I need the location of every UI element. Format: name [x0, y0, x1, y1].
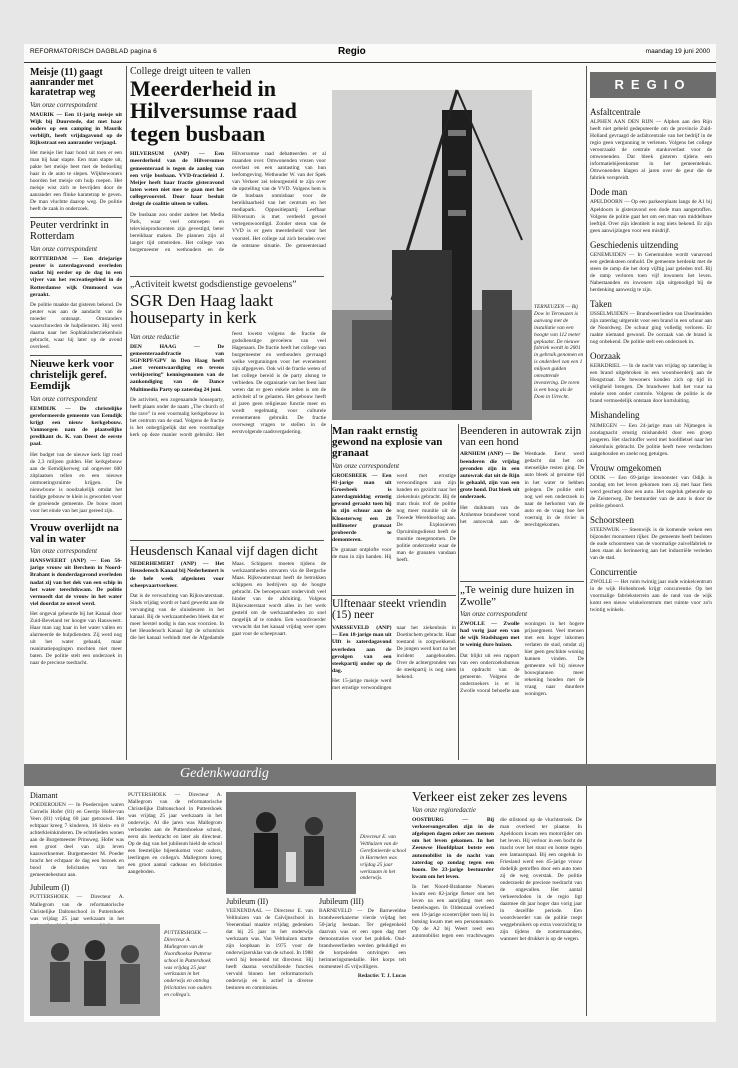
- article-headline: Heusdensch Kanaal vijf dagen dicht: [130, 543, 318, 558]
- article-headline: Nieuwe kerk voor christelijk geref. Eemdijk: [30, 357, 114, 393]
- sidebar-item-text: KERKDRIEL — In de nacht van vrijdag op zaterdag is een brand uitgebroken in een woonboerderij aan de Hoogstraat. De bewoners konden zich op tijd in veiligheid brengen. De brandweer had het vuur na enkele uren onder controle. Volgens de politie is de brand vermoedelijk ontstaan door kortsluiting.: [590, 363, 712, 405]
- article-columns: [460, 621, 584, 751]
- ceremony-photo-illustration: [226, 792, 356, 894]
- article-headline: Verkeer eist zeker zes levens: [412, 789, 568, 804]
- column-rule: [586, 66, 587, 1016]
- article-headline: Peuter verdrinkt in Rotterdam: [30, 220, 109, 243]
- article-weinig: [460, 581, 584, 750]
- article-columns: [130, 331, 326, 527]
- sidebar-item-text: NIJMEGEN — Een 24-jarige man uit Nijmegen is zondagnacht ernstig mishandeld door een groep jongeren. Het slachtoffer werd met hoofdletsel naar het ziekenhuis gebracht. De politie heeft twee verdachten aangehouden en zoekt nog getuigen.: [590, 422, 712, 457]
- gedenk-item-head: Jubileum (II): [226, 897, 268, 906]
- article-kanaal: [130, 544, 326, 758]
- page-header: [24, 44, 716, 63]
- article-lead: DEN HAAG — De gemeenteraadsfractie van SGP/RPF/GPV in Den Haag heeft „met verontwaardiging en tevens verbijstering” kennisgenomen van de aankondiging van de Dance Multimedia Party op zaterdag 24 juni.: [130, 343, 224, 393]
- article-lead: OOSTBURG — Bij verkeersongevallen zijn in de afgelopen dagen zeker zes mensen om het leven gekomen. In het Zeeuwse Hoofdplaat botste een automobilist in de nacht van zaterdag op zondag tegen een boom. De 23-jarige bestuurder kwam om het leven.: [412, 816, 494, 881]
- column-rule: [126, 66, 127, 760]
- sidebar-item-text: ALPHEN AAN DEN RIJN — Alphen aan den Rijn heeft niet gebeld gedeputeerde om de provincie Zuid-Holland gevraagd de asfaltcentrale van het bedrijf in de regio geen vergunning te verlenen. Volgens het college veroorzaakt de centrale stankoverlast voor de omwonenden. Dat bleek gisteren tijdens een informatiebijeenkomst in het gemeentehuis. Omwonenden klagen al jaren over de geur die de fabriek verspreidt.: [590, 119, 712, 182]
- section-rule: [130, 276, 324, 277]
- article-body: De politie maakte dat gisteren bekend. De peuter was aan de aandacht van de moeder ontsnapt. Omstanders waarschuwden de hulpdiensten. Hij werd daarna naar het Sophiakinderziekenhuis gebracht, waar hij later op de avond overleed.: [30, 301, 122, 350]
- article-byline: Van onze correspondent: [30, 547, 98, 556]
- article-body: Het duikteam van de Arnhemse brandweer vond het autowrak aan de Westkade. Eerst werd gedacht dat het om menselijke resten ging. De auto bleek al geruime tijd in het water te hebben gelegen. De politie stelt nog wel een onderzoek in naar de herkomst van de auto en de vraag hoe het voertuig in de rivier is terechtgekomen.: [460, 451, 584, 528]
- paper-info: REFORMATORISCH DAGBLAD pagina 6: [30, 48, 157, 55]
- sidebar-item: [590, 464, 712, 510]
- article-lead: VARSSEVELD (ANP) — Een 18-jarige man uit Ulft is zaterdagavond overleden aan de gevolgen van een steekpartij onder op de dag.: [332, 625, 392, 675]
- article-headline: Man raakt ernstig gewond na explosie van granaat: [332, 425, 443, 460]
- left-column: [30, 68, 122, 758]
- gedenk-item-text: BARNEVELD — De Barneveldse brandweerkazerne vierde vrijdag het 50-jarig bestaan. Ter gelegenheid daarvan was er een open dag met demonstraties voor het publiek. Oud-brandweerlieden werden gehuldigd en de korpsleden ontvingen een herinneringsmedaille. Het korps telt momenteel 45 vrijwilligers.: [319, 908, 406, 971]
- photo-industrial-tower: [332, 90, 532, 420]
- regio-label: REGIO: [590, 72, 716, 98]
- sidebar-item-text: ODIJK — Een 69-jarige inwoonster van Odijk is zondag om het leven gekomen toen zij met haar fiets werd geschept door een auto. Het ongeluk gebeurde op de Zeisterweg. De bestuurder van de auto is door de politie gehoord.: [590, 474, 712, 509]
- gedenk-col-3: [226, 898, 406, 1018]
- article-body: Het budget van de nieuwe kerk ligt rond de 2,3 miljoen gulden. Het kerkgebouw aan de Eemdijkerweg zal ongeveer 600 zitplaatsen tellen en een nieuwe ontmoetingsruimte krijgen. De nieuwbouw is noodzakelijk omdat het huidige gebouw te klein is geworden voor de groeiende gemeente. De bouw moet voor het einde van het jaar gereed zijn.: [30, 451, 122, 514]
- column-rule: [458, 424, 459, 760]
- page-date: maandag 19 juni 2000: [645, 48, 710, 55]
- article-headline: Ulftenaar steekt vriendin (15) neer: [332, 597, 447, 622]
- sidebar-news: [590, 102, 712, 1014]
- sidebar-item-text: ZWOLLE — Het ruim twintig jaar oude winkelcentrum in de wijk Holtenbroek krijgt concurrentie. Op het voormalige fabrieksterrein aan de rand van de wijk komt een nieuw winkelcentrum met ruimte voor zo'n twintig winkels.: [590, 579, 712, 614]
- article-lead: ZWOLLE — Zwolle had vorig jaar een van de wijk Stadshagen met te weinig dure huizen.: [460, 620, 520, 649]
- photo-velthuizen: [226, 792, 356, 894]
- sidebar-item-head: Oorzaak: [590, 351, 621, 362]
- sidebar-item-head: Dode man: [590, 187, 628, 198]
- article-body: Het 15-jarige meisje werd met ernstige verwondingen naar het ziekenhuis in Doetinchem gebracht. Haar toestand is zorgwekkend. De jongen werd kort na het incident aangehouden. Over de achtergronden van de steekpartij is nog niets bekend.: [332, 625, 456, 692]
- article-meisje: [30, 68, 122, 213]
- article-headline: Meisje (11) gaagt aanrander met karatetrap weg: [30, 67, 103, 99]
- article-kerk: [30, 355, 122, 515]
- sidebar-item-head: Schoorsteen: [590, 514, 634, 525]
- article-columns: [130, 151, 326, 259]
- sidebar-item-head: Asfaltcentrale: [590, 107, 641, 117]
- article-body: De activiteit, een zogenaamde houseparty, heeft plaats onder de naam „The church of the rave” in een voormalig kerkgebouw in het centrum van de stad. Volgens de fractie is het onbegrijpelijk dat een voormalige kerk op deze manier wordt gebruikt. Het feest kwetst volgens de fractie de godsdienstige gevoelens van veel Hagenaars. De fractie heeft het college van burgemeester en wethouders gevraagd welke vergunningen voor het evenement zijn afgegeven. Ook wil de fractie weten of het college bereid is de party alsnog te verbieden. De organisatie van het feest laat weten dat er geen enkele reden is om de activiteit af te gelasten. Het gebouw heeft al jaren geen religieuze functie meer en wordt regelmatig voor culturele evenementen gebruikt. De fractie overweegt vragen te stellen in de eerstvolgende raadsvergadering.: [130, 330, 326, 438]
- article-lead: GROESBEEK — Een 41-jarige man uit Groesbeek is zaterdagmiddag ernstig gewond geraakt toen hij in zijn schuur aan de Kloosterweg een 20 millimeter granaat probeerde te demonteren.: [332, 472, 392, 544]
- article-lead: ROTTERDAM — Een driejarige peuter is zaterdagavond overleden nadat hij eerder op de dag in een vijver van het recreatiegebied in de Rotterdamse wijk Ommoord was geraakt.: [30, 255, 122, 298]
- article-body: Het meisje liet haar hond uit toen er een man bij haar stapte. Een man stapte uit, pakte het meisje beet met de bedoeling haar in de auto te slepen. Wijkbewoners hoorden het meisje om hulp roepen. Het meisje wist zich te bevrijden door de aanrander een flinke karatetrap te geven. De man vluchtte daarop weg. De politie heeft de zaak in onderzoek.: [30, 150, 122, 213]
- article-kicker: College dreigt uiteen te vallen: [130, 66, 251, 77]
- article-body: De busbaan zou onder andere het Media Park, waar veel omroepen en televisieproducenten zijn gevestigd, beter bereikbaar maken. De plannen zijn al langer tijd omstreden. Het college van burgemeester en wethouders en de Hilversumse raad debatteerden er al maanden over. Omwonenden vrezen voor overlast en een aantasting van hun leefomgeving. Wethouder W. van der Spek van Verkeer zei teleurgesteld te zijn over de opstelling van de VVD. Volgens hem is de busbaan onmisbaar voor de bereikbaarheid van het centrum en het mediapark. Oppositiepartij Leefbaar Hilversum is met verdeeld gevoel vertegenwoordigd. Zonder steun van de VVD is er geen meerderheid voor het voorstel. Het college zal zich beraden over de ontstane situatie. De gemeenteraad: [130, 151, 326, 253]
- sidebar-item: [590, 352, 712, 405]
- sidebar-item-text: IJSSELMUIDEN — Brandweerlieden van IJsselmuiden zijn zaterdag uitgerukt voor een brand in een schuur aan de Noordweg. De schuur ging volledig verloren. Er raakte niemand gewond. De oorzaak van de brand is nog onbekend. De politie stelt een onderzoek in.: [590, 311, 712, 346]
- article-columns: [332, 473, 456, 591]
- article-headline: „Te weinig dure huizen in Zwolle”: [460, 584, 575, 608]
- crane-tower-illustration: [332, 90, 532, 420]
- photo-puttershoek: [30, 924, 160, 1016]
- gedenk-item-head: Jubileum (III): [319, 897, 364, 906]
- article-lead: ARNHEM (ANP) — De beenderen die vrijdag gevonden zijn in een autowrak dat uit de Rijn is gehaald, zijn van een grote hond. Dat bleek uit onderzoek.: [460, 451, 520, 501]
- section-rule: [130, 540, 324, 541]
- sidebar-item-text: STEENWIJK — Steenwijk is de komende weken een bijzonder monument rijker. De gemeente heeft besloten de oude schoorsteen van de voormalige zuivelfabriek te laten staan als herinnering aan het industriële verleden van de stad.: [590, 527, 712, 562]
- sidebar-item: [590, 108, 712, 182]
- article-byline: Van onze correspondent: [332, 461, 400, 470]
- article-headline: Meerderheid in Hilversumse raad tegen busbaan: [130, 76, 297, 146]
- article-byline: Van onze redactie: [130, 332, 180, 341]
- gedenk-credit: Redactie: T. J. Lucas: [357, 973, 406, 980]
- article-columns: [460, 451, 584, 577]
- gedenkwaardig-banner: [24, 764, 716, 786]
- group-photo-illustration: [30, 924, 160, 1016]
- article-verkeer: [412, 790, 582, 1018]
- sidebar-item: [590, 188, 712, 234]
- sidebar-item-head: Geschiedenis uitzending: [590, 239, 679, 250]
- gedenk-item-head: Jubileum (I): [30, 883, 70, 893]
- article-vrouw: [30, 519, 122, 668]
- article-headline: Beenderen in autowrak zijn van een hond: [460, 425, 582, 449]
- gedenk-item-text: PUTTERSHOEK — Directeur A. Mallegrom van de reformatorische Christelijke Daltonschool in Puttershoek was vrijdag 25 jaar werkzaam in het onderwijs. Al die jaren was Mallegrom verbonden aan de Puttershoekse school, eerst als leerkracht en later als directeur. Op de dag van het jubileum hield de school een feestelijke bijeenkomst voor ouders, leerlingen en collega's. Mallegrom kreeg een groot aantal cadeaus en felicitaties aangeboden.: [128, 792, 222, 876]
- article-headline: Vrouw overlijdt na val in water: [30, 521, 119, 545]
- sidebar-item-head: Concurrentie: [590, 567, 637, 578]
- article-granaat: [332, 426, 456, 758]
- sidebar-item: [590, 241, 712, 294]
- sidebar-item-head: Taken: [590, 298, 612, 309]
- gedenk-item-text: VEENENDAAL — Directeur E. van Velthuizen van de Calvijnschool in Veenendaal maakte vrijdag gedenken dat hij 25 jaar in het onderwijs werkzaam was. Van Velthuizen startte zijn loopbaan in 1975 voor de onderwijzersklas van de school. In 1988 werd hij benoemd tot directeur. Hij heeft daarna verschillende functies vervuld binnen het reformatorisch onderwijs en is actief in diverse besturen en commissies.: [226, 908, 313, 992]
- article-columns: [332, 625, 456, 775]
- article-peuter: [30, 217, 122, 350]
- article-body: Dat is de verwachting van Rijkswaterstaat. Sinds vrijdag wordt er hard gewerkt aan de vervanging van de sluisdeuren in het kanaal. Bij de werkzaamheden bleek dat er meer herstel nodig is dan was voorzien. In het Heusdensch Kanaal ligt de schutsluis die het kanaal verbindt met de Afgedamde Maas. Schippers moeten tijdens de werkzaamheden omvaren via de Bergsche Maas. Rijkswaterstaat heeft de betrokken schippers en bedrijven op de hoogte gebracht. De beroepsvaart ondervindt veel hinder van de afsluiting. Volgens Rijkswaterstaat wordt alles in het werk gesteld om de werkzaamheden zo snel mogelijk af te ronden. Een woordvoerder verwacht dat het kanaal vrijdag weer open gaat voor de scheepvaart.: [130, 561, 326, 641]
- article-meerderheid: [130, 66, 326, 274]
- article-kicker: „Activiteit kwetst godsdienstige gevoelens”: [130, 280, 297, 290]
- gedenk-item-text: POEDEROIJEN — In Poederoijen waren Cornelis Hofer (81) en Geertje Hofer-van Veen (81) vrijdag 60 jaar getrouwd. Het echtpaar kreeg 7 kinderen, 16 klein- en 8 achterkleinkinderen. De echtelieden wonen aan de Burgemeester Prinsweg. Hofer was een groot deel van zijn leven kaaswerknemer. Burgemeester M. Poeder bracht het echtpaar de dag een bezoek en bood de felicitaties van het gemeentebestuur aan.: [30, 802, 124, 879]
- newspaper-page: [24, 44, 716, 1022]
- photo-caption: PUTTERSHOEK — Directeur A. Mallegrom van de Noordhoekse Putterse school in Puttershoek was vrijdag 25 jaar werkzaam in het onderwijs en ontving felicitaties van ouders en collega's.: [164, 930, 212, 999]
- sidebar-item: [590, 516, 712, 562]
- article-headline: SGR Den Haag laakt houseparty in kerk: [130, 291, 274, 328]
- sidebar-item-head: Mishandeling: [590, 410, 640, 421]
- article-byline: Van onze correspondent: [30, 244, 98, 253]
- article-lead: NEDERHEMERT (ANP) — Het Heusdensch Kanaal bij Nederhemert is de hele week afgesloten voor scheepvaartverkeer.: [130, 561, 224, 589]
- article-byline: Van onze correspondent: [30, 394, 98, 403]
- photo-caption: Directeur E. van Velthuizen van de Gerefonieerde school in Harmelen was vrijdag 25 jaar werkzaam in het onderwijs.: [360, 834, 407, 882]
- gedenk-item-text: PUTTERSHOEK — Directeur A. Mallegrom van de reformatorische Christelijke Daltonschool in Puttershoek was vrijdag 25 jaar werkzaam in het: [30, 894, 124, 922]
- article-lead: HILVERSUM (ANP) — Een meerderheid van de Hilversumse gemeenteraad is tegen de aanleg van een vrije busbaan. VVD-fractieleid J. Meijer heeft haar fractie gisteravond laten weten niet mee te gaan met het collegevoorstel. Door haar besluit dreigt de coalitie uiteen te vallen.: [130, 151, 224, 208]
- photo-caption: TERNEUZEN — Bij Dow in Terneuzen is aanvang met de installatie van een hoogte van 112 meter geplaatst. De nieuwe fabriek wordt in 2001 in gebruik genomen en is onderdeel van een 1 miljoen gulden omvattende investering. De toren is een hoog als de Dom in Utrecht.: [534, 304, 584, 400]
- article-byline: Van onze correspondent: [30, 100, 98, 109]
- article-byline: Van onze regioredactie: [412, 805, 477, 814]
- article-ulftenaar: [332, 595, 456, 775]
- gedenkwaardig-title: Gedenkwaardig: [180, 766, 269, 781]
- sidebar-item-text: APELDOORN — Op een parkeerplaats langs de A1 bij Apeldoorn is gisteravond een dode man aangetroffen. Volgens de politie gaat het om een man van middelbare leeftijd. Over zijn identiteit is nog niets bekend. Er zijn geen aanwijzingen voor een misdrijf.: [590, 199, 712, 234]
- article-byline: Van onze correspondent: [460, 609, 528, 618]
- sidebar-item: [590, 300, 712, 346]
- article-body: Dat blijkt uit een rapport van een onderzoeksbureau in opdracht van de gemeente. Volgens de onderzoekers is er in Zwolle vooral behoefte aan woningen in het hogere prijssegment. Veel mensen met een hoger inkomen verlaten de stad, omdat zij hier geen geschikte woning kunnen vinden. De gemeente wil bij nieuwe bouwplannen meer rekening houden met de vraag naar duurdere woningen.: [460, 620, 584, 698]
- sidebar-item-text: GENEMUIDEN — In Genemuiden wordt vanavond een gedenksteen onthuld. De gemeente herdenkt met de steen de ramp die het dorp vijftig jaar geleden trof. Bij de ramp verloren toen vijf inwoners het leven. Nabestaanden en inwoners zijn uitgenodigd bij de herdenking aanwezig te zijn.: [590, 251, 712, 293]
- article-lead: MAURIK — Een 11-jarig meisje uit Wijk bij Duurstede, dat met haar ouders op een camping in Maurik verblijft, heeft vrijdagavond op de Rijksstraat een aanrander verjaagd.: [30, 111, 122, 147]
- sidebar-item-head: Vrouw omgekomen: [590, 462, 662, 473]
- article-columns: [130, 561, 326, 751]
- article-body: Het ongeval gebeurde bij het Kanaal door Zuid-Beveland ter hoogte van Hansweert. Haar man zag haar in het water vallen en alarmeerde de hulpdiensten. Zij werd nog uit het water gehaald, maar reanimatiepogingen mochten niet meer baten. De politie stelt een onderzoek in naar de precieze toedracht.: [30, 611, 122, 667]
- article-body: In het Noord-Brabantse Nuenen kwam een 82-jarige fietser om het leven na een aanrijding met een bestelwagen. In Oldenzaal overleed een 19-jarige scooterrijder toen hij in botsing kwam met een personenauto. Op de A2 bij Weert reed een automobilist tegen een vrachtwagen die stilstond op de vluchtstrook. De man overleed ter plaatse. In Apeldoorn kwam een motorrijder om het leven. Hij verloor in een bocht de macht over het stuur en botste tegen een lantaarnpaal. Bij een ongeluk in Friesland werd een 45-jarige vrouw dodelijk getroffen door een auto toen zij de weg overstak. De politie onderzoekt de precieze toedracht van de ongevallen. Het aantal verkeersdoden in de regio ligt daarmee dit jaar hoger dan vorig jaar in dezelfde periode. Een woordvoerder van de politie roept weggebruikers op extra voorzichtig te zijn tijdens de zomermaanden, wanneer het drukker is op de wegen.: [412, 816, 582, 943]
- article-lead: HANSWEERT (ANP) — Een 56-jarige vrouw uit Berchem in Noord-Brabant is donderdagavond overleden nadat zij van het dek van een schip in het water terechtkwam. De politie vermoedt dat de vrouw in het water viel doordat ze onwel werd.: [30, 558, 122, 608]
- article-beenderen: [460, 426, 584, 758]
- gedenk-col-2: [128, 792, 222, 922]
- article-lead: EEMDIJK — De christelijke gereformeerde gemeente van Eemdijk krijgt een nieuw kerkgebouw. Vanmorgen nam de plaatselijke predikant ds. K. van Deest de eerste paal.: [30, 405, 122, 448]
- article-body: De granaat ontplofte voor de man in zijn handen. Hij werd met ernstige verwondingen aan zijn handen en gezicht naar het ziekenhuis gebracht. Bij de man thuis trof de politie nog meer munitie uit de Tweede Wereldoorlog aan. De Explosieven Opruimingsdienst heeft de munitie meegenomen. De politie onderzoekt waar de man de granaten vandaan heeft.: [332, 472, 456, 563]
- article-columns: [412, 817, 582, 1017]
- sidebar-item: [590, 411, 712, 457]
- section-title: Regio: [338, 46, 366, 57]
- sidebar-item: [590, 568, 712, 614]
- gedenk-item-head: Diamant: [30, 791, 58, 800]
- article-sgr: [130, 280, 326, 536]
